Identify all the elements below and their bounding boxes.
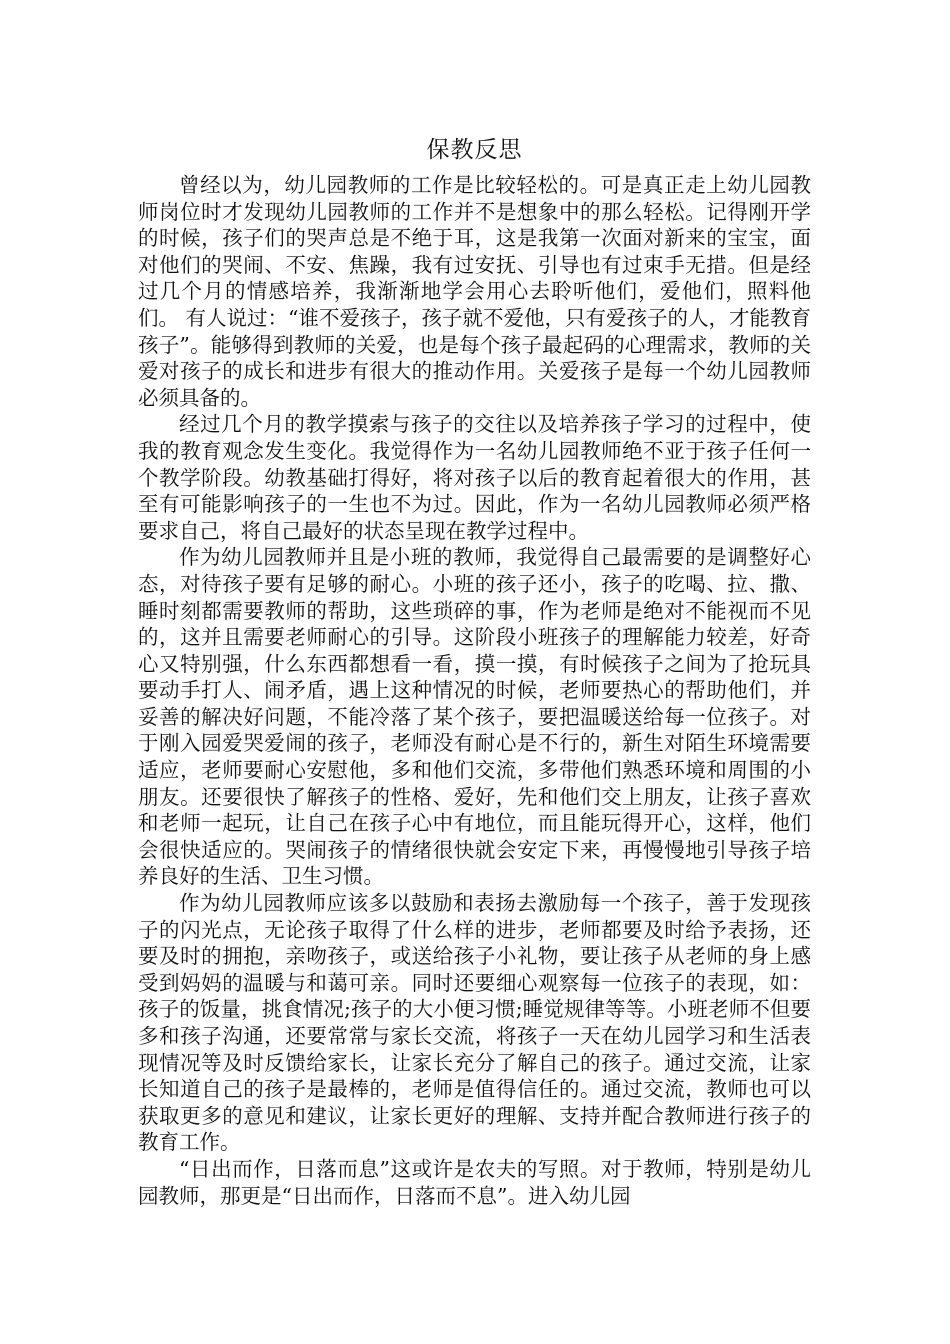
paragraph-2: 经过几个月的教学摸索与孩子的交往以及培养孩子学习的过程中，使我的教育观念发生变化。我觉得作为一名幼儿园教师绝不亚于孩子任何一个教学阶段。幼教基础打得好，将对孩子以后的教育起着很大的作用，甚至有可能影响孩子的一生也不为过。因此，作为一名幼儿园教师必须严格要求自己，将自己最好的状态呈现在教学过程中。	[138, 412, 811, 543]
paragraph-3: 作为幼儿园教师并且是小班的教师，我觉得自己最需要的是调整好心态，对待孩子要有足够的耐心。小班的孩子还小，孩子的吃喝、拉、撒、睡时刻都需要教师的帮助，这些琐碎的事，作为老师是绝对不能视而不见的，这并且需要老师耐心的引导。这阶段小班孩子的理解能力较差，好奇心又特别强，什么东西都想看一看，摸一摸，有时候孩子之间为了抢玩具要动手打人、闹矛盾，遇上这种情况的时候，老师要热心的帮助他们，并妥善的解决好问题，不能冷落了某个孩子，要把温暖送给每一位孩子。对于刚入园爱哭爱闹的孩子，老师没有耐心是不行的，新生对陌生环境需要适应，老师要耐心安慰他，多和他们交流，多带他们熟悉环境和周围的小朋友。还要很快了解孩子的性格、爱好，先和他们交上朋友，让孩子喜欢和老师一起玩，让自己在孩子心中有地位，而且能玩得开心，这样，他们会很快适应的。哭闹孩子的情绪很快就会安定下来，再慢慢地引导孩子培养良好的生活、卫生习惯。	[138, 545, 811, 889]
paragraph-4: 作为幼儿园教师应该多以鼓励和表扬去激励每一个孩子，善于发现孩子的闪光点，无论孩子取得了什么样的进步，老师都要及时给予表扬，还要及时的拥抱，亲吻孩子，或送给孩子小礼物，要让孩子从老师的身上感受到妈妈的温暖与和蔼可亲。同时还要细心观察每一位孩子的表现，如：孩子的饭量，挑食情况;孩子的大小便习惯;睡觉规律等等。小班老师不但要多和孩子沟通，还要常常与家长交流，将孩子一天在幼儿园学习和生活表现情况等及时反馈给家长，让家长充分了解自己的孩子。通过交流，让家长知道自己的孩子是最棒的，老师是值得信任的。通过交流，教师也可以获取更多的意见和建议，让家长更好的理解、支持并配合教师进行孩子的教育工作。	[138, 891, 811, 1155]
document-title: 保教反思	[426, 137, 523, 163]
document-body	[138, 128, 811, 1209]
paragraph-5: “日出而作，日落而息”这或许是农夫的写照。对于教师，特别是幼儿园教师，那更是“日出而作，日落而不息”。进入幼儿园	[138, 1156, 811, 1208]
paragraph-1: 曾经以为，幼儿园教师的工作是比较轻松的。可是真正走上幼儿园教师岗位时才发现幼儿园教师的工作并不是想象中的那么轻松。记得刚开学的时候，孩子们的哭声总是不绝于耳，这是我第一次面对新来的宝宝，面对他们的哭闹、不安、焦躁，我有过安抚、引导也有过束手无措。但是经过几个月的情感培养，我渐渐地学会用心去聆听他们，爱他们，照料他们。 有人说过：“谁不爱孩子，孩子就不爱他，只有爱孩子的人，才能教育孩子”。能够得到教师的关爱，也是每个孩子最起码的心理需求，教师的关爱对孩子的成长和进步有很大的推动作用。关爱孩子是每一个幼儿园教师必须具备的。	[138, 173, 811, 410]
